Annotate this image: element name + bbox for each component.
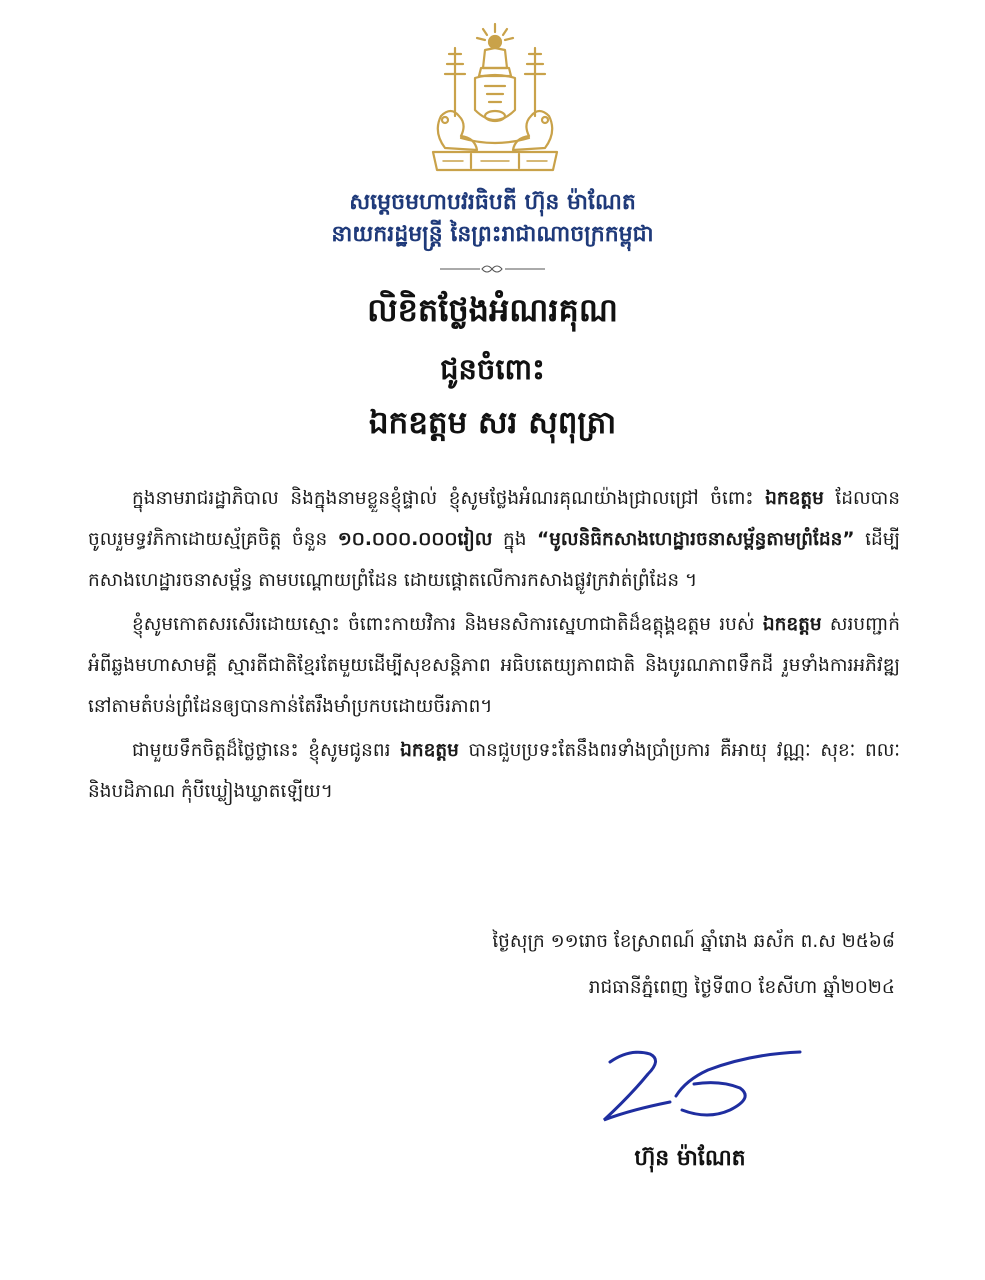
divider-ornament-icon	[440, 262, 545, 276]
body-text: សរបញ្ជាក់អំពីឆ្លងមហាសាមគ្គី ស្មារតីជាតិខ្មែរតែមួយដើម្បីសុខសន្តិភាព អធិបតេយ្យភាពជាតិ និងបូរណភាពទឹកដី រួមទាំងការអភិវឌ្ឍនៅតាមតំបន់ព្រំដែនឲ្យបានកាន់តែរឹងមាំប្រកបដោយចីរភាព។	[88, 614, 900, 717]
body-paragraph	[88, 478, 900, 601]
body-text: ដែលបានចូលរួមទ្ធវភិកាដោយស្ម័គ្រចិត្ត ចំនួន	[88, 488, 900, 550]
handwritten-signature-icon	[590, 1040, 810, 1130]
body-text: ជាមួយទឹកចិត្តដ៏ថ្លៃថ្លានេះ ខ្ញុំសូមជូនពរ	[132, 740, 401, 761]
body-text: បានជួបប្រទះតែនឹងពរទាំងប្រាំប្រការ គឺអាយុ វណ្ណៈ សុខៈ ពលៈ និងបដិភាណ កុំបីឃ្លៀងឃ្លាតឡើយ។	[88, 740, 900, 802]
letter-title: លិខិតថ្លែងអំណរគុណ	[367, 291, 618, 329]
body-paragraph	[88, 730, 900, 812]
addressed-to-label: ជូនចំពោះ	[440, 352, 545, 386]
royal-emblem-icon	[415, 20, 575, 180]
body-text: ដើម្បីកសាងហេដ្ឋារចនាសម្ព័ន្ធ តាមបណ្តោយព្រំដែន ដោយផ្តោតលើការកសាងផ្លូវក្រវាត់ព្រំដែន ។	[88, 529, 900, 591]
signer-name: ហ៊ុន ម៉ាណែត	[634, 1146, 746, 1171]
body-bold-text: ឯកឧត្តម	[400, 740, 459, 761]
recipient-name: ឯកឧត្តម សរ សុពុត្រា	[368, 405, 617, 441]
letter-body	[88, 478, 900, 815]
body-bold-text: ឯកឧត្តម	[762, 614, 822, 635]
body-text: ក្នុង	[492, 529, 538, 550]
fund-name: “មូលនិធិកសាងហេដ្ឋារចនាសម្ព័ន្ធតាមព្រំដែន”	[537, 529, 855, 550]
body-text: ខ្ញុំសូមកោតសរសើរដោយស្មោះ ចំពោះកាយវិការ និងមនសិការស្នេហាជាតិដ៏ឧត្តុង្គឧត្តម របស់	[132, 614, 763, 635]
body-paragraph	[88, 604, 900, 727]
sender-name: សម្តេចមហាបវរធិបតី ហ៊ុន ម៉ាណែត	[349, 190, 636, 215]
body-bold-text: ឯកឧត្តម	[765, 488, 824, 509]
lunar-date: ថ្ងៃសុក្រ ១១រោច ខែស្រាពណ៍ ឆ្នាំរោង ឆស័ក ព.ស ២៥៦៨	[492, 931, 895, 952]
place-and-date: រាជធានីភ្នំពេញ ថ្ងៃទី៣០ ខែសីហា ឆ្នាំ២០២៤	[588, 977, 895, 998]
sender-title: នាយករដ្ឋមន្ត្រី នៃព្រះរាជាណាចក្រកម្ពុជា	[331, 222, 654, 247]
body-text: ក្នុងនាមរាជរដ្ឋាភិបាល និងក្នុងនាមខ្លួនខ្ញុំផ្ទាល់ ខ្ញុំសូមថ្លែងអំណរគុណយ៉ាងជ្រាលជ្រៅ ចំពោះ	[132, 488, 766, 509]
donation-amount: ១០.០០០.០០០រៀល	[337, 529, 493, 550]
